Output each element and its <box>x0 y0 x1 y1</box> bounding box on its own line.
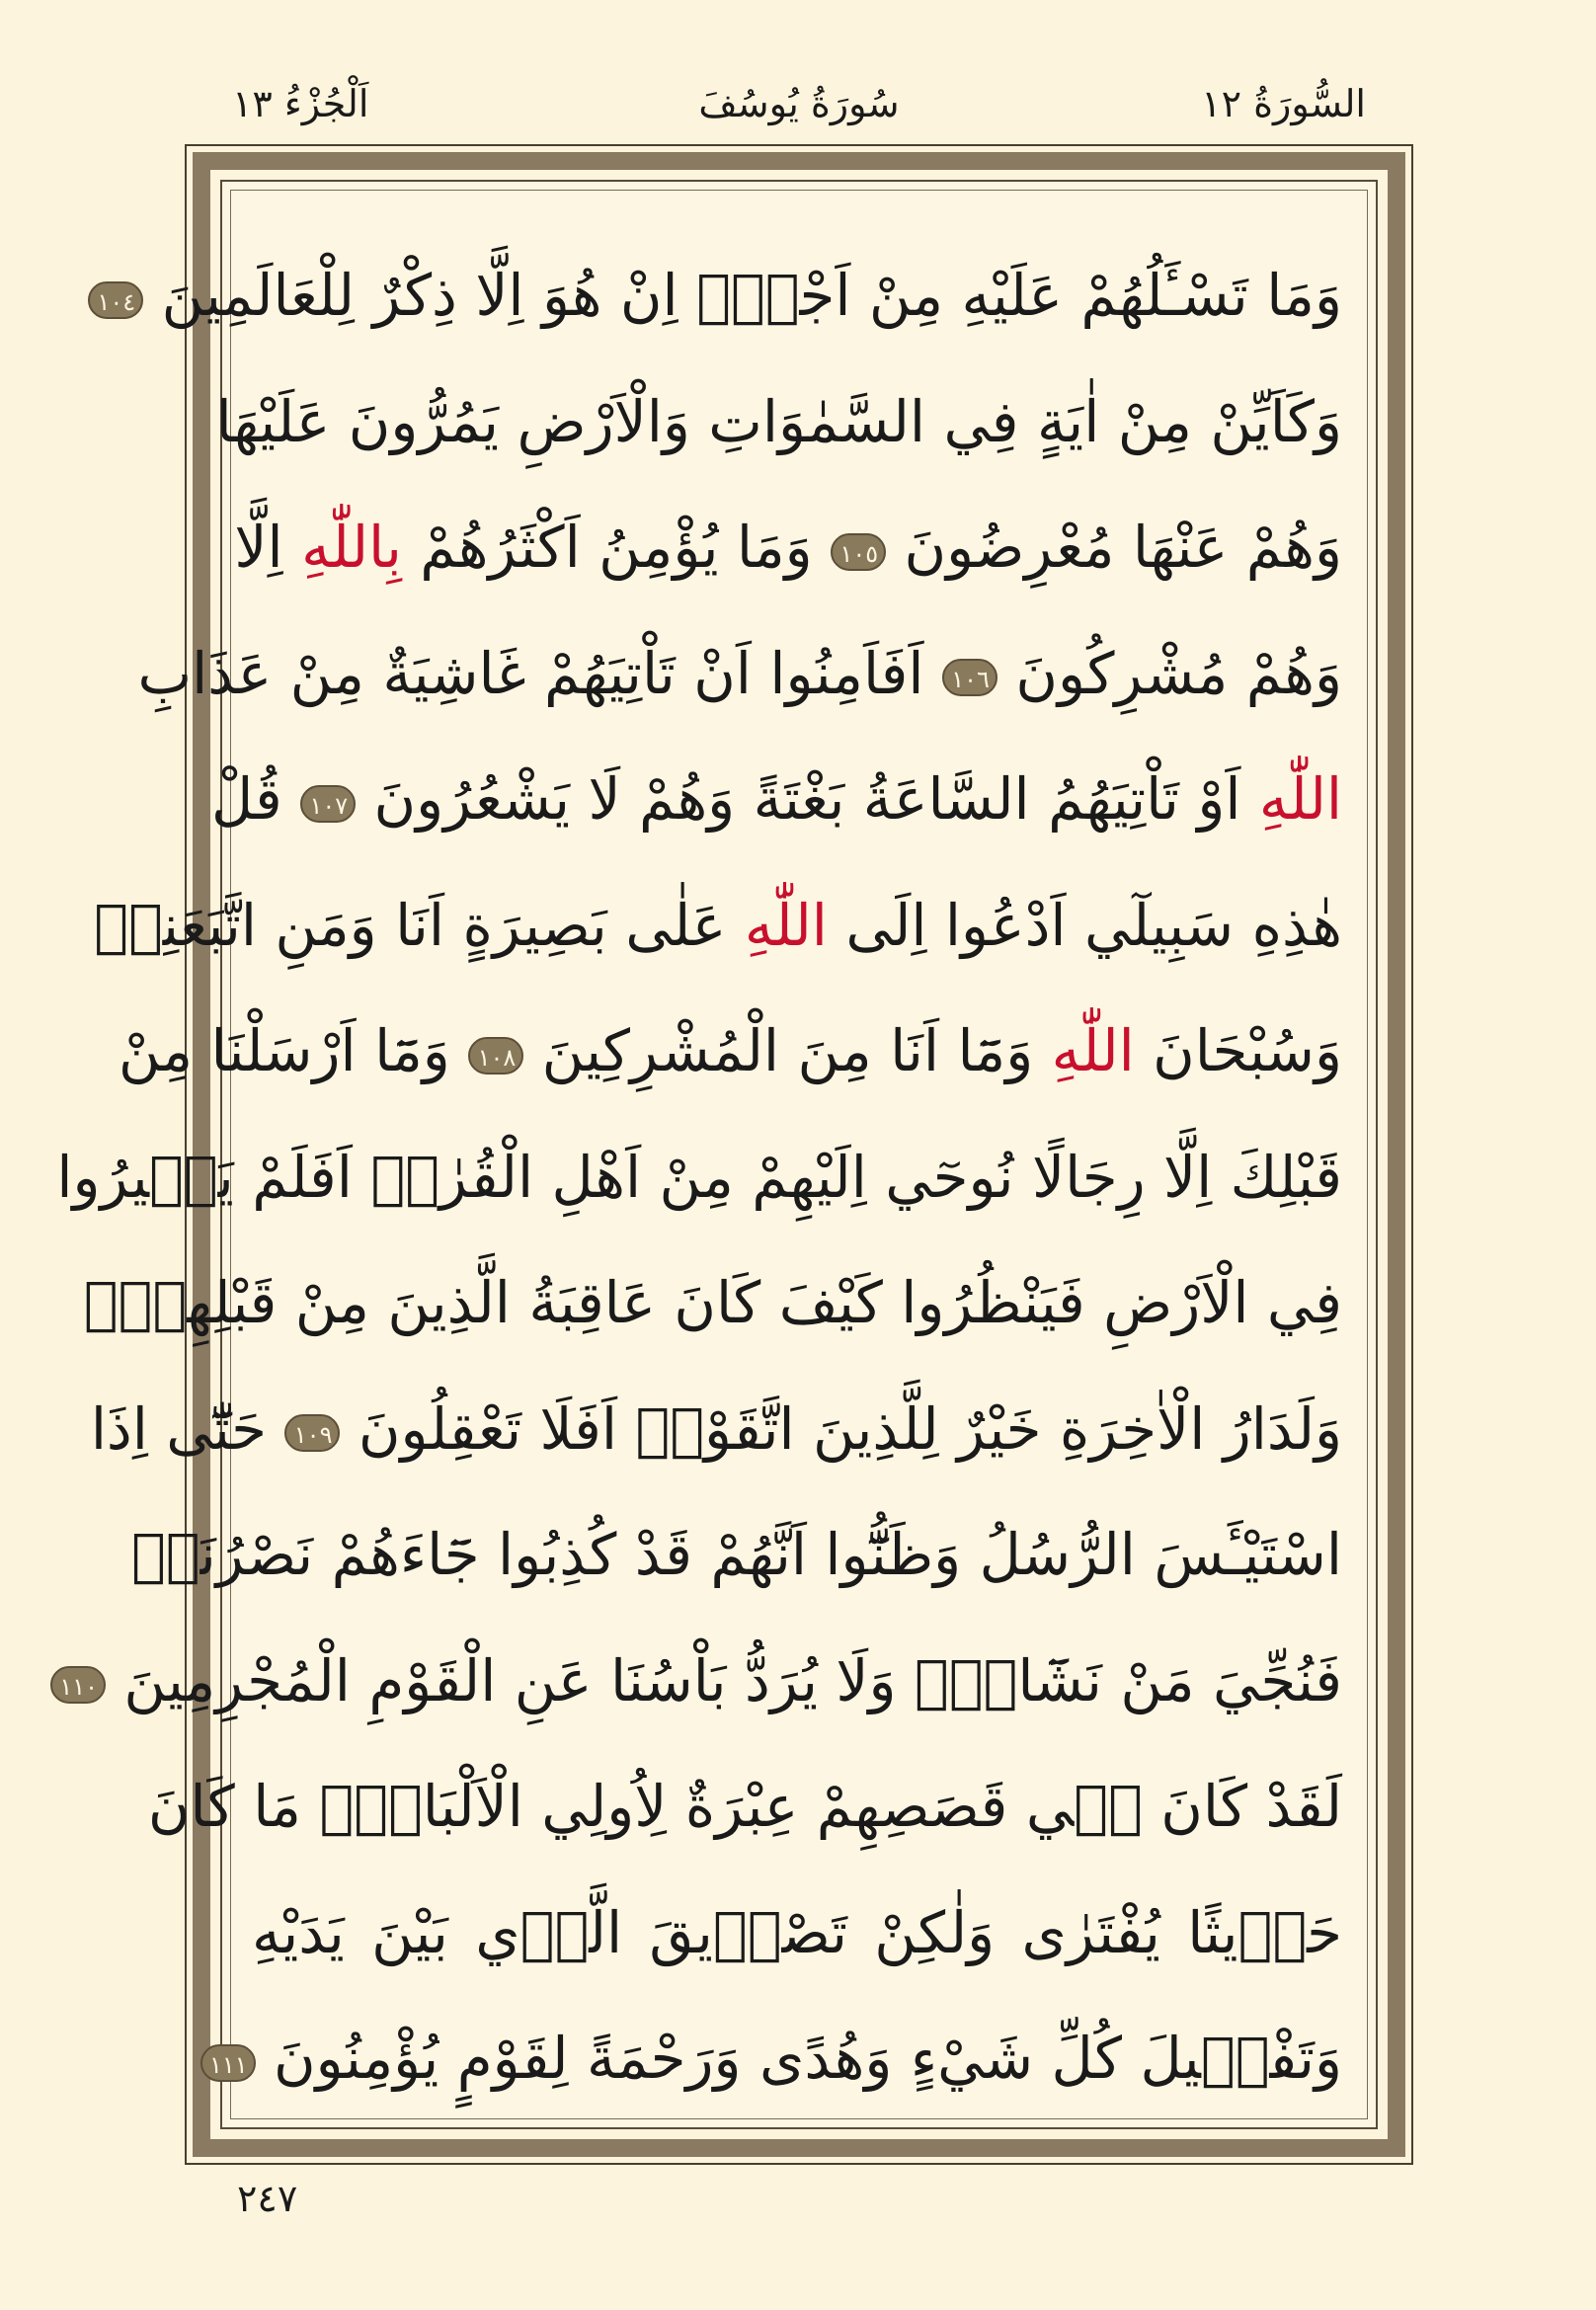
text-line <box>131 1492 1342 1619</box>
line-text: اسْتَيْـَٔسَ الرُّسُلُ وَظَنُّٓوا اَنَّهُمْ قَدْ كُذِبُوا جَٓاءَهُمْ نَصْرُنَاۙ <box>131 1521 1342 1588</box>
page-header <box>232 69 1366 138</box>
line-text: فَنُجِّيَ مَنْ نَشَٓاءُۜ وَلَا يُرَدُّ بَاْسُنَا عَنِ الْقَوْمِ الْمُجْرِمِينَ <box>105 1646 1342 1714</box>
text-line <box>234 485 1342 611</box>
text-line <box>83 1240 1342 1367</box>
line-text: اَوْ تَاْتِيَهُمُ السَّاعَةُ بَغْتَةً وَهُمْ لَا يَشْعُرُونَ <box>356 765 1259 833</box>
ayah-number-marker: ١١١ <box>200 2044 256 2082</box>
ayah-number-marker: ١٠٧ <box>300 785 356 823</box>
line-text: قُلْ <box>211 765 301 833</box>
line-text: وَلَدَارُ الْاٰخِرَةِ خَيْرٌ لِلَّذِينَ اتَّقَوْاۜ اَفَلَا تَعْقِلُونَ <box>340 1394 1342 1463</box>
ayah-number-marker: ١٠٩ <box>284 1414 340 1452</box>
text-line <box>137 611 1342 738</box>
line-text: فِي الْاَرْضِ فَيَنْظُرُوا كَيْفَ كَانَ عَاقِبَةُ الَّذِينَ مِنْ قَبْلِهِمْۜ <box>83 1269 1342 1336</box>
line-text: وَمَٓا اَرْسَلْنَا مِنْ <box>118 1017 469 1084</box>
line-text: وَهُمْ عَنْهَا مُعْرِضُونَ <box>886 514 1342 581</box>
divine-name-highlight: بِاللّٰهِ <box>301 514 402 581</box>
line-text: وَمَا يُؤْمِنُ اَكْثَرُهُمْ <box>401 514 832 581</box>
page-number: ٢٤٧ <box>237 2177 298 2220</box>
line-text: وَكَاَيِّنْ مِنْ اٰيَةٍ فِي السَّمٰوَاتِ وَالْاَرْضِ يَمُرُّونَ عَلَيْهَا <box>215 387 1342 455</box>
ayah-number-marker: ١٠٦ <box>942 659 998 696</box>
line-text: حَدٖيثًا يُفْتَرٰى وَلٰكِنْ تَصْدٖيقَ الَّذٖي بَيْنَ يَدَيْهِ <box>252 1898 1342 1966</box>
text-line <box>208 1996 1342 2122</box>
ayah-number-marker: ١٠٥ <box>831 533 886 571</box>
text-line <box>97 233 1342 359</box>
line-text: وَتَفْصٖيلَ كُلِّ شَيْءٍ وَهُدًى وَرَحْمَةً لِقَوْمٍ يُؤْمِنُونَ <box>255 2025 1342 2092</box>
text-line <box>215 359 1342 486</box>
ayah-number-marker: ١٠٤ <box>88 281 143 319</box>
text-line <box>147 1744 1342 1871</box>
divine-name-highlight: اللّٰهِ <box>744 891 828 959</box>
line-text: وَسُبْحَانَ <box>1134 1017 1342 1084</box>
line-text: هٰذِهِ سَبِيلٓي اَدْعُوا اِلَى <box>827 891 1342 959</box>
line-text: وَمَا تَسْـَٔلُهُمْ عَلَيْهِ مِنْ اَجْرٍۜ اِنْ هُوَ اِلَّا ذِكْرٌ لِلْعَالَمِينَ <box>143 262 1342 329</box>
divine-name-highlight: اللّٰهِ <box>1051 1017 1135 1084</box>
text-line <box>56 1115 1342 1241</box>
text-line <box>59 1619 1342 1745</box>
text-line <box>211 737 1342 863</box>
text-line <box>118 989 1342 1115</box>
juz-label: اَلْجُزْءُ ١٣ <box>232 82 369 125</box>
text-line <box>90 1367 1342 1493</box>
quran-text-block <box>56 233 1342 2122</box>
line-text: لَقَدْ كَانَ فٖي قَصَصِهِمْ عِبْرَةٌ لِاُولِي الْاَلْبَابِۜ مَا كَانَ <box>147 1773 1342 1840</box>
line-text: قَبْلِكَ اِلَّا رِجَالًا نُوحٓي اِلَيْهِمْ مِنْ اَهْلِ الْقُرٰىۜ اَفَلَمْ يَسٖيرُوا <box>56 1143 1342 1211</box>
text-line <box>252 1871 1342 1997</box>
ayah-number-marker: ١١٠ <box>50 1666 106 1704</box>
ayah-number-marker: ١٠٨ <box>468 1037 523 1075</box>
surah-name-title: سُورَةُ يُوسُفَ <box>698 82 900 125</box>
line-text: اِلَّا <box>234 514 302 581</box>
line-text: عَلٰى بَصِيرَةٍ اَنَا وَمَنِ اتَّبَعَنِيۜ <box>94 891 745 959</box>
line-text: وَمَٓا اَنَا مِنَ الْمُشْرِكِينَ <box>523 1017 1052 1084</box>
text-line <box>94 863 1342 990</box>
line-text: وَهُمْ مُشْرِكُونَ <box>997 639 1342 707</box>
surah-number-label: السُّورَةُ ١٢ <box>1201 82 1366 125</box>
line-text: حَتّٰٓى اِذَا <box>90 1394 285 1463</box>
divine-name-highlight: اللّٰهِ <box>1258 765 1342 833</box>
line-text: اَفَاَمِنُوا اَنْ تَاْتِيَهُمْ غَاشِيَةٌ مِنْ عَذَابِ <box>137 639 942 707</box>
